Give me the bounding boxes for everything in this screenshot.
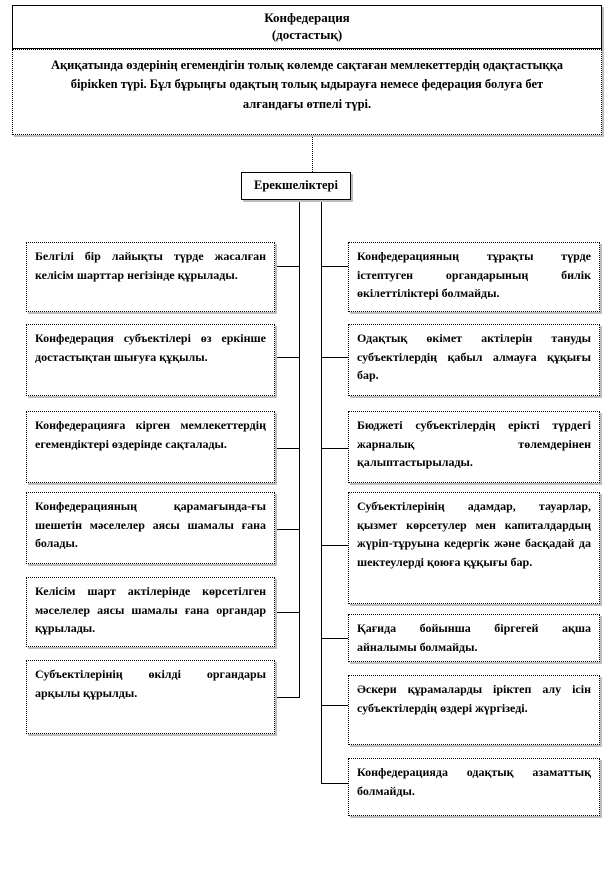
connector-right-2 (321, 357, 348, 358)
right-item-box (348, 492, 600, 604)
definition-text: Ақиқатында өздерінің егемендігін толық көлемде сақтаған мемлекеттердің одақтастыққа бірікken түрі. Бұл бұрыңғы одақтың толық ыдырауға немесе федерация болуға бет алғандағы өтпелі түрі. (50, 58, 564, 111)
left-item-text: Конфедерацияның қарамағында-ғы шешетін мәселелер аясы шамалы ғана болады. (35, 499, 266, 551)
right-item-text: Субъектілерінің адамдар, тауарлар, қызмет көрсетулер мен капиталдардың жүріп-тұруына кедергік және басқадай да шектеулерді қоюға құқығы бар. (357, 499, 591, 569)
right-item-text: Конфедерацияда одақтық азаматтық болмайды. (357, 765, 591, 798)
right-item-box (348, 411, 600, 483)
connector-right-7 (321, 783, 348, 784)
left-item-text: Конфедерация субъектілері өз еркінше достастықтан шығуға құқылы. (35, 331, 266, 364)
left-item-box (26, 324, 275, 396)
connector-header-to-features (312, 135, 313, 172)
right-item-text: Бюджеті субъектілердің ерікті түрдегі жарналық төлемдерінен қалыптастырылады. (357, 418, 591, 470)
connector-left-4 (275, 529, 300, 530)
right-item-box (348, 675, 600, 745)
connector-left-1 (275, 266, 300, 267)
connector-right-4 (321, 545, 348, 546)
connector-left-2 (275, 357, 300, 358)
left-item-box (26, 242, 275, 312)
right-item-text: Әскери құрамаларды іріктеп алу ісін субъектілердің өздері жүргізеді. (357, 682, 591, 715)
right-item-box (348, 324, 600, 396)
left-item-text: Конфедерацияға кірген мемлекеттердің егемендіктері өздерінде сақталады. (35, 418, 266, 451)
features-label: Ерекшеліктері (254, 178, 338, 193)
connector-right-3 (321, 448, 348, 449)
left-item-box (26, 492, 275, 564)
right-item-box (348, 614, 600, 662)
diagram-title: Конфедерация (264, 10, 350, 26)
right-item-text: Қағида бойынша біргегей ақша айналымы болмайды. (357, 621, 591, 654)
connector-right-5 (321, 638, 348, 639)
left-item-box (26, 577, 275, 647)
left-item-text: Белгілі бір лайықты түрде жасалған келісім шарттар негізінде құрылады. (35, 249, 266, 282)
left-item-text: Субъектілерінің өкілді органдары арқылы құрылды. (35, 667, 266, 700)
left-item-box (26, 660, 275, 734)
connector-right-6 (321, 705, 348, 706)
right-item-box (348, 758, 600, 816)
connector-features-down (321, 200, 322, 783)
connector-left-3 (275, 448, 300, 449)
connector-left-6 (275, 697, 300, 698)
left-item-text: Келісім шарт актілерінде көрсетілген мәселелер аясы шамалы ғана органдар құрылады. (35, 584, 266, 636)
features-box (241, 172, 351, 200)
right-item-text: Одақтық өкімет актілерін тануды субъектілердің қабыл алмауға құқығы бар. (357, 331, 591, 383)
definition-box (12, 49, 602, 135)
connector-right-1 (321, 266, 348, 267)
right-item-box (348, 242, 600, 312)
connector-left-5 (275, 612, 300, 613)
right-item-text: Конфедерацияның тұрақты түрде істептуген органдарының билік өкілеттіліктері болмайды. (357, 249, 591, 301)
title-box (12, 5, 602, 49)
diagram-subtitle: (достастық) (271, 27, 343, 42)
left-item-box (26, 411, 275, 483)
